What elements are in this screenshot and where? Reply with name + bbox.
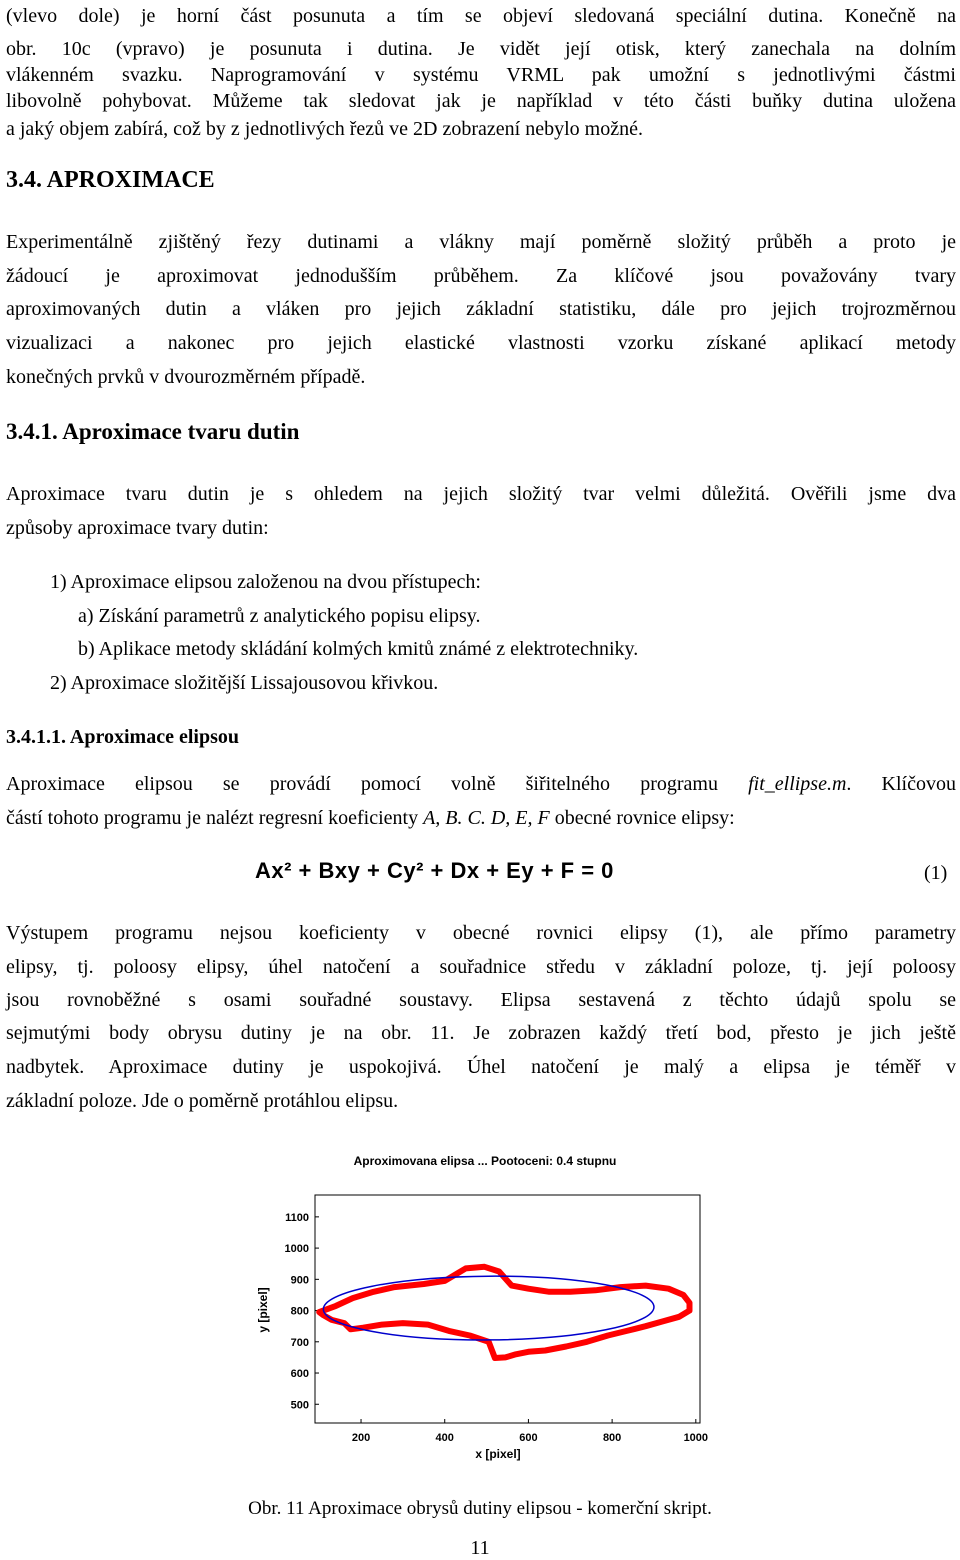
y-tick-label: 700 [290, 1336, 309, 1349]
y-axis-label: y [pixel] [256, 1287, 270, 1333]
x-tick-label: 200 [351, 1432, 371, 1444]
y-tick-label: 500 [290, 1399, 309, 1412]
s34-line-1: Experimentálně zjištěný řezy dutinami a vlákny mají poměrně složitý průběh a proto je [6, 231, 956, 253]
s34-line-4: vizualizaci a nakonec pro jejich elastické vlastnosti vzorku získané aplikací metody [6, 332, 956, 354]
intro-line-3: vlákenném svazku. Naprogramování v systému VRML pak umožní s jednotlivými částmi [6, 64, 956, 86]
y-tick-label: 1100 [285, 1211, 309, 1224]
y-tick-label: 1000 [284, 1243, 309, 1256]
equation-number: (1) [924, 862, 948, 884]
s3411-line-4: elipsy, tj. poloosy elipsy, úhel natočení a souřadnice středu v základní poloze, tj. její poloosy [6, 956, 956, 978]
s3411-line-3: Výstupem programu nejsou koeficienty v obecné rovnici elipsy (1), ale přímo parametry [6, 922, 956, 944]
list-item-1: 1) Aproximace elipsou založenou na dvou přístupech: [50, 571, 481, 593]
fitted-ellipse [323, 1275, 654, 1341]
s3411-line-8: základní poloze. Jde o poměrně protáhlou elipsu. [6, 1090, 399, 1112]
s34-line-2: žádoucí je aproximovat jednodušším průběhem. Za klíčové jsou považovány tvary [6, 265, 956, 287]
heading-3-4: 3.4. APROXIMACE [6, 167, 215, 193]
intro-line-1: (vlevo dole) je horní část posunuta a tím se objeví sledovaná speciální dutina. Konečně na [6, 5, 956, 27]
intro-line-2: obr. 10c (vpravo) je posunuta i dutina. Je vidět její otisk, který zanechala na dolním [6, 38, 956, 60]
y-tick-label: 900 [290, 1274, 309, 1287]
heading-3-4-1-1: 3.4.1.1. Aproximace elipsou [6, 726, 239, 748]
ellipse-equation: Ax² + Bxy + Cy² + Dx + Ey + F = 0 [255, 858, 614, 883]
x-tick-label: 600 [519, 1432, 538, 1444]
s34-line-3: aproximovaných dutin a vláken pro jejich základní statistiku, dále pro jejich trojrozměrnou [6, 298, 956, 320]
s3411-line-6: sejmutými body obrysu dutiny je na obr. 11. Je zobrazen každý třetí bod, přesto je jich ještě [6, 1022, 956, 1044]
intro-line-5: a jaký objem zabírá, což by z jednotlivých řezů ve 2D zobrazení nebylo možné. [6, 118, 643, 140]
ellipse-fit-chart [250, 1140, 720, 1470]
plot-frame [315, 1195, 700, 1423]
intro-line-4: libovolně pohybovat. Můžeme tak sledovat jak je například v této části buňky dutina uložena [6, 90, 956, 112]
figure-caption: Obr. 11 Aproximace obrysů dutiny elipsou - komerční skript. [248, 1498, 712, 1519]
x-tick-label: 1000 [683, 1432, 709, 1444]
s341-line-2: způsoby aproximace tvary dutin: [6, 517, 269, 539]
contour-series [319, 1267, 689, 1358]
plot-area [285, 1195, 709, 1444]
list-item-2: 2) Aproximace složitější Lissajousovou křivkou. [50, 672, 439, 694]
heading-3-4-1: 3.4.1. Aproximace tvaru dutin [6, 419, 300, 444]
x-tick-label: 800 [602, 1432, 622, 1444]
s3411-line-5: jsou rovnoběžné s osami souřadné soustavy. Elipsa sestavená z těchto údajů spolu se [6, 989, 956, 1011]
s3411-line-1: Aproximace elipsou se provádí pomocí volně šiřitelného programu fit_ellipse.m. Klíčovou [6, 773, 956, 795]
s3411-line-2: částí tohoto programu je nalézt regresní koeficienty A, B. C. D, E, F obecné rovnice elipsy: [6, 807, 735, 829]
x-axis-label: x [pixel] [475, 1447, 521, 1461]
x-tick-label: 400 [435, 1432, 454, 1444]
chart-title: Aproximovana elipsa ... Pootoceni: 0.4 stupnu [353, 1154, 617, 1168]
y-tick-label: 800 [290, 1305, 309, 1318]
list-item-1b: b) Aplikace metody skládání kolmých kmitů známé z elektrotechniky. [78, 638, 639, 660]
page-number: 11 [470, 1537, 490, 1559]
s341-line-1: Aproximace tvaru dutin je s ohledem na jejich složitý tvar velmi důležitá. Ověřili jsme dva [6, 483, 956, 505]
s34-line-5: konečných prvků v dvourozměrném případě. [6, 366, 366, 388]
list-item-1a: a) Získání parametrů z analytického popisu elipsy. [78, 605, 481, 627]
y-tick-label: 600 [290, 1368, 309, 1381]
s3411-line-7: nadbytek. Aproximace dutiny je uspokojivá. Úhel natočení je malý a elipsa je téměř v [6, 1056, 956, 1078]
